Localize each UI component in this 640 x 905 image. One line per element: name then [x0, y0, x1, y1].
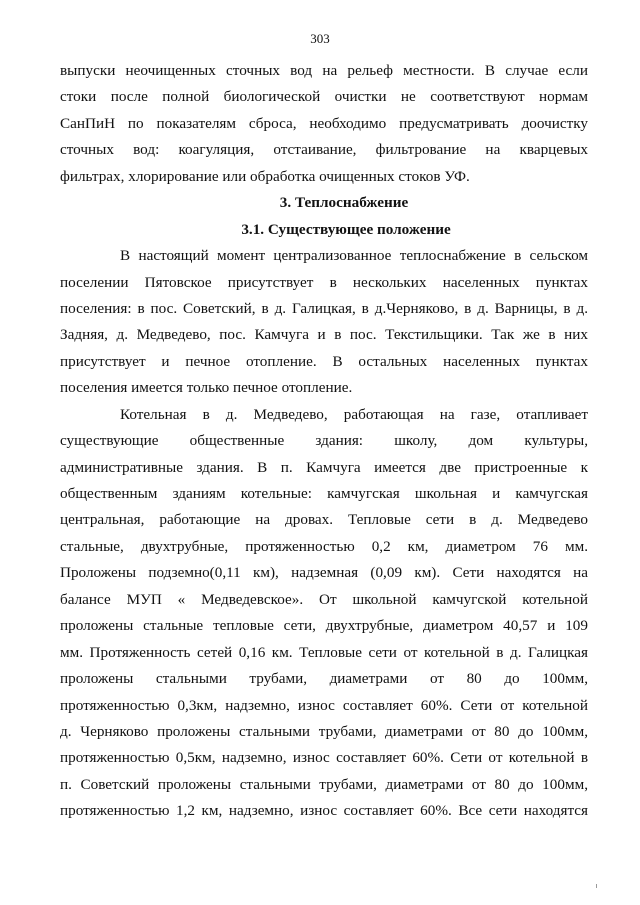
text-line: фильтрах, хлорирование или обработка очищенных стоков УФ. — [60, 167, 470, 185]
text-line: выпуски неочищенных сточных вод на рельеф местности. В случае если — [60, 62, 588, 79]
text-line: поселения: в пос. Советский, в д. Галицкая, в д.Черняково, в д. Варницы, в д. — [60, 299, 588, 317]
text-line: Проложены подземно(0,11 км), надземная (0,09 км). Сети находятся на — [60, 564, 588, 582]
text-line: сточных вод: коагуляция, отстаивание, фильтрование на кварцевых — [60, 141, 588, 159]
section-heading: 3. Теплоснабжение — [279, 194, 409, 212]
subsection-heading: 3.1. Существующее положение — [241, 220, 451, 238]
text-line: стоки после полной биологической очистки не соответствуют нормам — [60, 88, 588, 106]
page-number: 303 — [310, 31, 330, 46]
text-line: поселении Пятовское присутствует в нескольких населенных пунктах — [60, 273, 588, 291]
text-line: административные здания. В п. Камчуга имеется две пристроенные к — [60, 458, 588, 476]
text-line: проложены стальные тепловые сети, двухтрубные, диаметром 40,57 и 109 — [60, 617, 588, 635]
text-line: В настоящий момент централизованное теплоснабжение в сельском — [120, 247, 588, 265]
text-line: присутствует и печное отопление. В остальных населенных пунктах — [60, 352, 588, 370]
text-line: д. Черняково проложены стальными трубами, диаметрами от 80 до 100мм, — [60, 722, 588, 740]
text-line: центральная, работающие на дровах. Тепловые сети в д. Медведево — [60, 511, 588, 529]
text-line: п. Советский проложены стальными трубами, диаметрами от 80 до 100мм, — [60, 775, 588, 793]
text-line: СанПиН по показателям сброса, необходимо предусматривать доочистку — [60, 114, 588, 132]
scan-mark — [596, 884, 597, 888]
text-line: стальные, двухтрубные, протяженностью 0,2 км, диаметром 76 мм. — [60, 537, 588, 555]
text-line: протяженностью 1,2 км, надземно, износ составляет 60%. Все сети находятся — [60, 802, 588, 820]
text-line: существующие общественные здания: школу, дом культуры, — [60, 432, 588, 450]
text-line: общественным зданиям котельные: камчугская школьная и камчугская — [60, 485, 588, 502]
text-line: Задняя, д. Медведево, пос. Камчуга и в пос. Текстильщики. Так же в них — [60, 326, 588, 344]
text-line: протяженностью 0,5км, надземно, износ составляет 60%. Сети от котельной в — [60, 749, 588, 767]
text-line: Котельная в д. Медведево, работающая на газе, отапливает — [120, 405, 588, 423]
text-line: балансе МУП « Медведевское». От школьной камчугской котельной — [60, 590, 588, 608]
text-line: протяженностью 0,3км, надземно, износ составляет 60%. Сети от котельной — [60, 696, 588, 714]
body-text — [60, 58, 588, 825]
text-line: мм. Протяженность сетей 0,16 км. Тепловые сети от котельной в д. Галицкая — [60, 643, 588, 661]
text-line: проложены стальными трубами, диаметрами от 80 до 100мм, — [60, 670, 588, 688]
text-line: поселения имеется только печное отопление. — [60, 379, 353, 397]
